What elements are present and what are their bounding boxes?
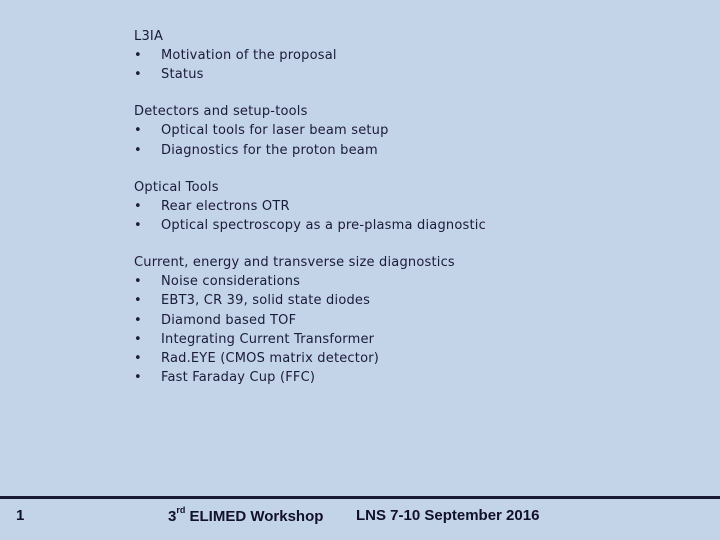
bullet-text: Status [161,67,204,83]
slide-footer [0,505,720,529]
bullet-item [134,291,694,310]
page-number: 1 [16,507,25,524]
bullet-item [134,330,694,349]
bullet-text: Noise considerations [161,274,301,290]
bullet-icon: • [134,67,142,83]
section-diagnostics [134,253,694,387]
bullet-text: Optical spectroscopy as a pre-plasma diagnostic [161,218,486,234]
bullet-item [134,141,694,160]
bullet-text: Integrating Current Transformer [161,331,375,347]
workshop-title [168,507,323,525]
bullet-icon: • [134,123,142,139]
venue-dates: LNS 7-10 September 2016 [356,507,540,524]
bullet-text: Rear electrons OTR [161,198,290,214]
bullet-text: Diamond based TOF [161,312,297,328]
section-title: Optical Tools [134,179,219,195]
bullet-text: Fast Faraday Cup (FFC) [161,370,316,386]
bullet-item [134,272,694,291]
section-title: L3IA [134,29,164,44]
bullet-item [134,216,694,235]
bullet-icon: • [134,331,142,347]
bullet-item [134,311,694,330]
bullet-item [134,368,694,387]
bullet-text: Diagnostics for the proton beam [161,142,378,158]
bullet-item [134,349,694,368]
bullet-icon: • [134,351,142,367]
bullet-icon: • [134,142,142,158]
workshop-ordinal-suffix: rd [176,505,186,515]
bullet-list [134,121,694,159]
bullet-icon: • [134,218,142,234]
section-title: Detectors and setup-tools [134,104,308,120]
bullet-icon: • [134,198,142,214]
workshop-ordinal: 3 [168,508,177,525]
footer-divider [0,496,720,499]
workshop-name: ELIMED Workshop [185,508,324,525]
section-detectors [134,102,694,159]
bullet-icon: • [134,370,142,386]
section-title: Current, energy and transverse size diagnostics [134,255,455,271]
bullet-text: Motivation of the proposal [161,48,337,63]
bullet-icon: • [134,48,142,63]
section-optical-tools [134,178,694,235]
bullet-icon: • [134,312,142,328]
bullet-icon: • [134,274,142,290]
bullet-text: Optical tools for laser beam setup [161,123,389,139]
section-l3ia [134,27,694,84]
bullet-text: Rad.EYE (CMOS matrix detector) [161,351,380,367]
bullet-item [134,121,694,140]
bullet-list [134,197,694,235]
bullet-list [134,272,694,387]
bullet-list [134,46,694,84]
slide-content [134,27,694,405]
bullet-item [134,46,694,65]
bullet-item [134,65,694,84]
bullet-item [134,197,694,216]
bullet-icon: • [134,293,142,309]
bullet-text: EBT3, CR 39, solid state diodes [161,293,371,309]
